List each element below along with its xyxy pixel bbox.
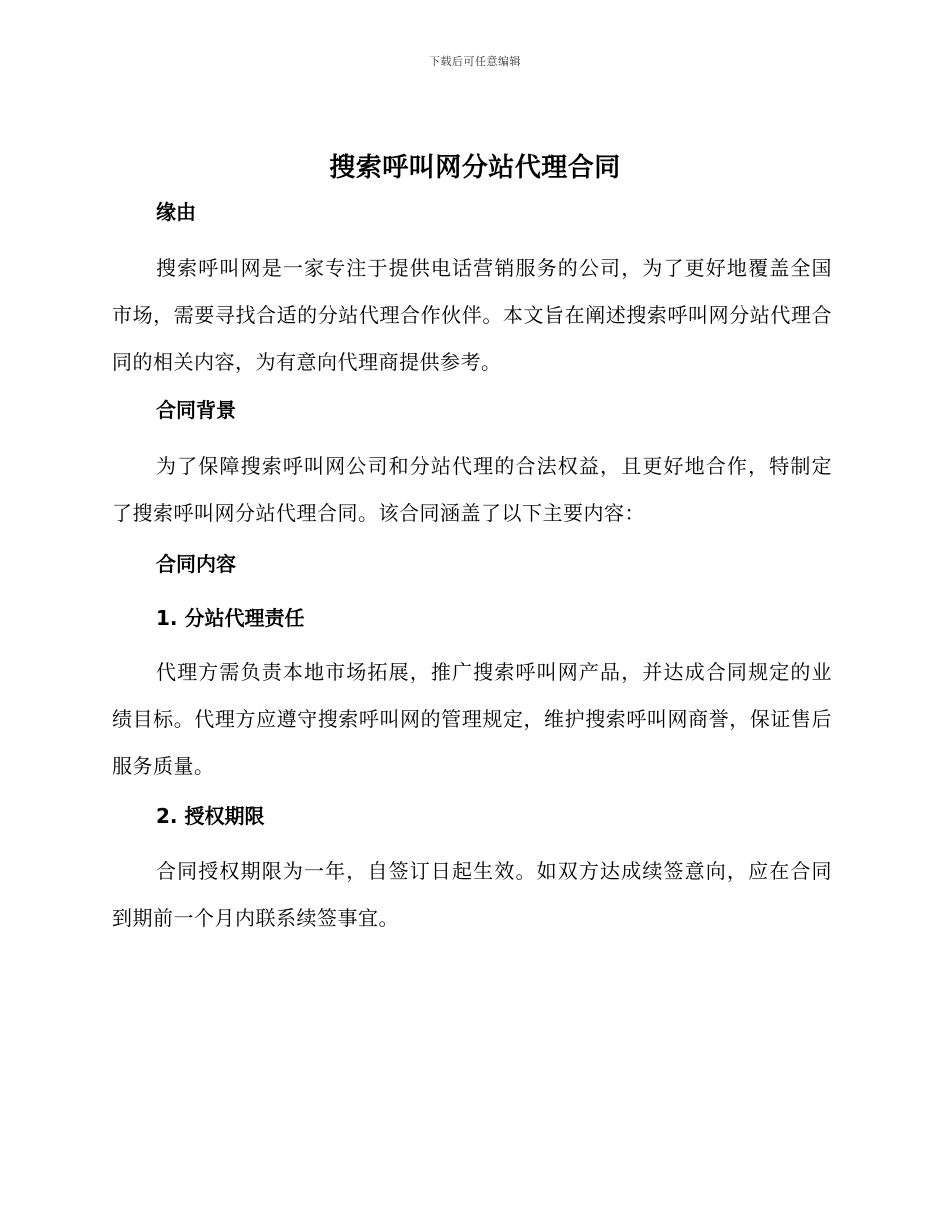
subsection-heading-responsibility: 1. 分站代理责任 <box>156 606 305 630</box>
subsection-heading-term: 2. 授权期限 <box>156 804 265 828</box>
subsection-body-responsibility: 代理方需负责本地市场拓展，推广搜索呼叫网产品，并达成合同规定的业绩目标。代理方应遵守搜索呼叫网的管理规定，维护搜索呼叫网商誉，保证售后服务质量。 <box>112 660 832 778</box>
section-body-background: 为了保障搜索呼叫网公司和分站代理的合法权益，且更好地合作，特制定了搜索呼叫网分站代理合同。该合同涵盖了以下主要内容： <box>112 454 832 525</box>
section-heading-background: 合同背景 <box>156 398 236 422</box>
document-title: 搜索呼叫网分站代理合同 <box>329 153 621 183</box>
subsection-body-term: 合同授权期限为一年，自签订日起生效。如双方达成续签意向，应在合同到期前一个月内联系续签事宜。 <box>112 859 832 930</box>
section-heading-content: 合同内容 <box>156 552 236 576</box>
section-heading-reason: 缘由 <box>156 200 196 224</box>
header-note: 下载后可任意编辑 <box>429 55 521 68</box>
section-body-reason: 搜索呼叫网是一家专注于提供电话营销服务的公司，为了更好地覆盖全国市场，需要寻找合适的分站代理合作伙伴。本文旨在阐述搜索呼叫网分站代理合同的相关内容，为有意向代理商提供参考。 <box>112 256 832 374</box>
